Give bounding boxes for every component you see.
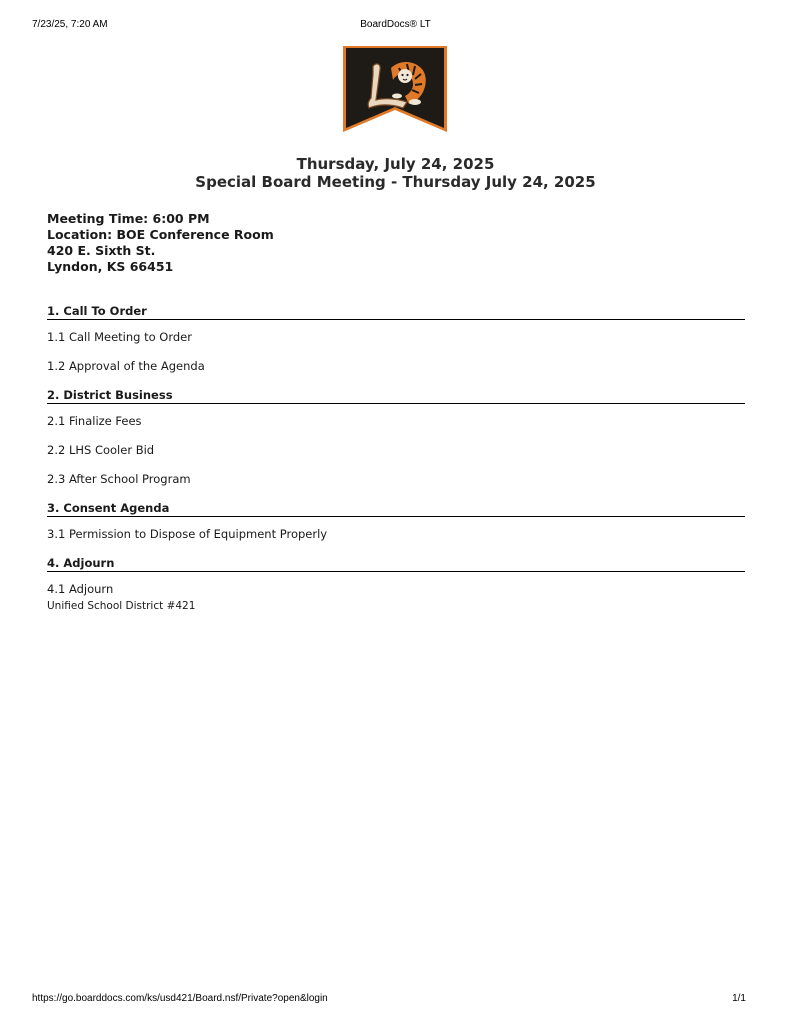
print-url: https://go.boarddocs.com/ks/usd421/Board.nsf/Private?open&login bbox=[32, 993, 328, 1004]
agenda-item: 4.1 Adjourn bbox=[47, 582, 114, 596]
section-title: 3. Consent Agenda bbox=[47, 501, 745, 517]
meeting-address-line1: 420 E. Sixth St. bbox=[47, 243, 156, 258]
print-page-title: BoardDocs® LT bbox=[360, 19, 431, 30]
print-page-number: 1/1 bbox=[732, 993, 746, 1004]
section-title: 1. Call To Order bbox=[47, 304, 745, 320]
agenda-section-adjourn bbox=[47, 556, 745, 596]
agenda-section-district-business bbox=[47, 388, 745, 486]
meeting-location: Location: BOE Conference Room bbox=[47, 227, 274, 242]
agenda-item: 1.2 Approval of the Agenda bbox=[47, 359, 205, 373]
agenda-item: 1.1 Call Meeting to Order bbox=[47, 330, 192, 344]
meeting-date-heading: Thursday, July 24, 2025 bbox=[296, 155, 495, 173]
agenda-item: 2.2 LHS Cooler Bid bbox=[47, 443, 155, 457]
agenda-item: 2.1 Finalize Fees bbox=[47, 414, 142, 428]
meeting-time: Meeting Time: 6:00 PM bbox=[47, 211, 210, 226]
print-header bbox=[32, 19, 759, 33]
print-footer bbox=[32, 993, 759, 1007]
district-name: Unified School District #421 bbox=[47, 600, 196, 612]
meeting-name-heading: Special Board Meeting - Thursday July 24, 2025 bbox=[195, 173, 596, 191]
meeting-heading bbox=[0, 155, 791, 191]
meeting-info bbox=[47, 211, 274, 275]
section-title: 2. District Business bbox=[47, 388, 745, 404]
agenda-section-call-to-order bbox=[47, 304, 745, 373]
meeting-address-line2: Lyndon, KS 66451 bbox=[47, 259, 174, 274]
tiger-logo-icon bbox=[343, 46, 447, 132]
agenda-section-consent-agenda bbox=[47, 501, 745, 541]
section-title: 4. Adjourn bbox=[47, 556, 745, 572]
agenda-item: 3.1 Permission to Dispose of Equipment Properly bbox=[47, 527, 328, 541]
print-datetime: 7/23/25, 7:20 AM bbox=[32, 19, 108, 30]
agenda bbox=[47, 304, 745, 613]
agenda-item: 2.3 After School Program bbox=[47, 472, 191, 486]
